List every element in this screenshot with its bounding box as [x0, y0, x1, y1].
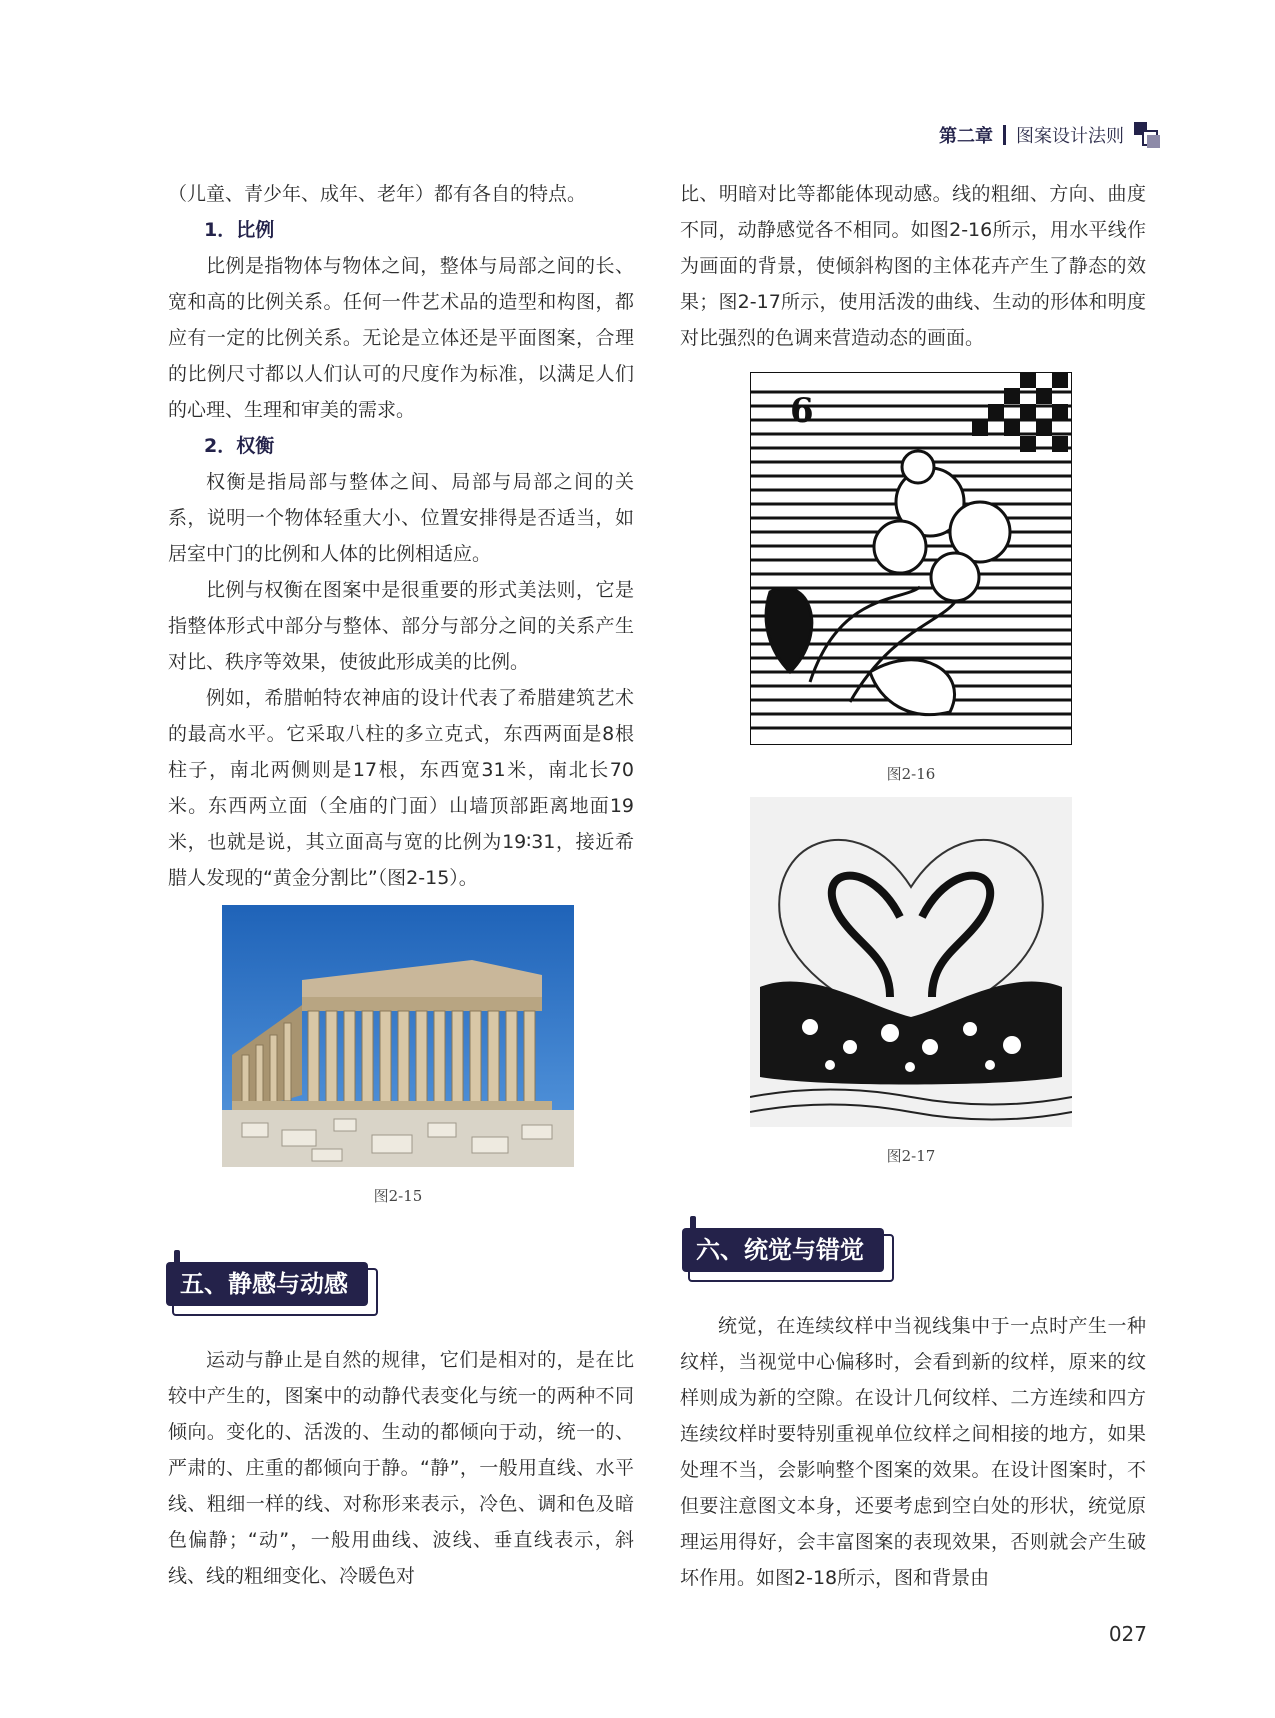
paragraph: 统觉，在连续纹样中当视线集中于一点时产生一种纹样，当视觉中心偏移时，会看到新的纹样，原来的纹样则成为新的空隙。在设计几何纹样、二方连续和四方连续纹样时要特别重视单位纹样之间相接的地方，如果处理不当，会影响整个图案的效果。在设计图案时，不但要注意图文本身，还要考虑到空白处的形状，统觉原理运用得好，会丰富图案的表现效果，否则就会产生破坏作用。如图2-18所示，图和背景由	[680, 1315, 1146, 1589]
figure-2-16	[750, 372, 1072, 784]
figure-caption: 图2-17	[886, 1147, 936, 1165]
header-divider	[1003, 125, 1006, 145]
right-column-upper	[680, 176, 1146, 356]
subheading-balance: 2．权衡	[204, 435, 275, 457]
paragraph: 比、明暗对比等都能体现动感。线的粗细、方向、曲度不同，动静感觉各不相同。如图2-16所示，用水平线作为画面的背景，使倾斜构图的主体花卉产生了静态的效果；图2-17所示，使用活泼的曲线、生动的形体和明度对比强烈的色调来营造动态的画面。	[680, 183, 1146, 349]
paragraph: （儿童、青少年、成年、老年）都有各自的特点。	[168, 183, 587, 205]
figure-2-15	[222, 905, 574, 1206]
running-header	[939, 122, 1160, 148]
paragraph: 例如，希腊帕特农神庙的设计代表了希腊建筑艺术的最高水平。它采取八柱的多立克式，东西两面是8根柱子，南北两侧则是17根，东西宽31米，南北长70米。东西两立面（全庙的门面）山墙顶部距离地面19米，也就是说，其立面高与宽的比例为19∶31，接近希腊人发现的“黄金分割比”（图2-15）。	[168, 687, 634, 889]
section-label: 图案设计法则	[1016, 126, 1124, 147]
parthenon-image	[222, 905, 574, 1167]
page-number: 027	[1108, 1622, 1147, 1646]
subheading-proportion: 1．比例	[204, 219, 275, 241]
paragraph: 比例与权衡在图案中是很重要的形式美法则，它是指整体形式中部分与整体、部分与部分之间的关系产生对比、秩序等效果，使彼此形成美的比例。	[168, 579, 634, 673]
paragraph: 权衡是指局部与整体之间、局部与局部之间的关系，说明一个物体轻重大小、位置安排得是否适当，如居室中门的比例和人体的比例相适应。	[168, 471, 634, 565]
right-column-lower	[680, 1308, 1146, 1596]
section-heading-5	[166, 1262, 376, 1308]
paragraph: 比例是指物体与物体之间，整体与局部之间的长、宽和高的比例关系。任何一件艺术品的造型和构图，都应有一定的比例关系。无论是立体还是平面图案，合理的比例尺寸都以人们认可的尺度作为标准，以满足人们的心理、生理和审美的需求。	[168, 255, 634, 421]
figure-caption: 图2-15	[373, 1187, 423, 1205]
left-column-lower	[168, 1342, 634, 1594]
paragraph: 运动与静止是自然的规律，它们是相对的，是在比较中产生的，图案中的动静代表变化与统一的两种不同倾向。变化的、活泼的、生动的都倾向于动，统一的、严肃的、庄重的都倾向于静。“静”，一般用直线、水平线、粗细一样的线、对称形来表示，冷色、调和色及暗色偏静；“动”，一般用曲线、波线、垂直线表示，斜线、线的粗细变化、冷暖色对	[168, 1349, 634, 1587]
left-column-upper	[168, 176, 634, 896]
section-title: 六、统觉与错觉	[682, 1228, 884, 1272]
figure-2-17	[750, 797, 1072, 1166]
section-heading-6	[682, 1228, 892, 1274]
section-title: 五、静感与动感	[166, 1262, 368, 1306]
chapter-label: 第二章	[939, 126, 993, 147]
svg-text:6: 6	[790, 391, 814, 431]
chapter-mark-icon	[1134, 122, 1160, 148]
swan-pattern-image	[750, 797, 1072, 1127]
figure-caption: 图2-16	[886, 765, 936, 783]
line-art-flower-image	[750, 372, 1072, 745]
